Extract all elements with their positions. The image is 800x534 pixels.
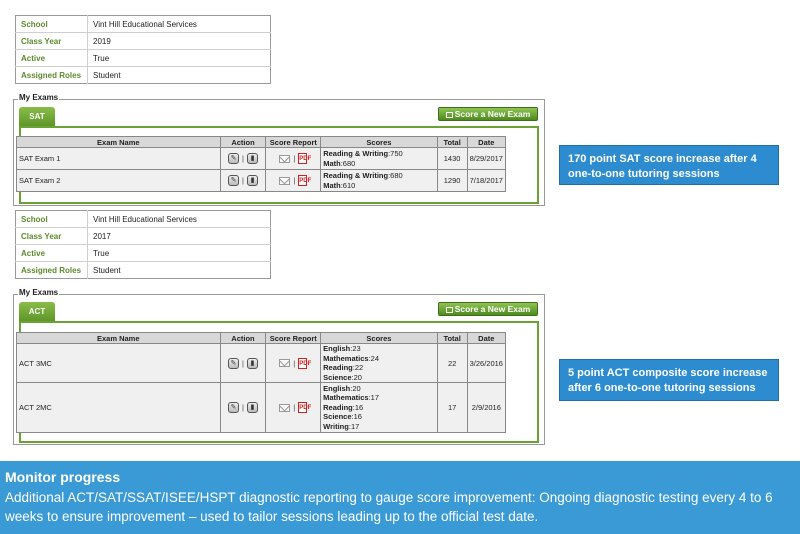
table-row xyxy=(17,148,506,170)
column-header: Scores xyxy=(321,137,437,148)
act-improvement-callout: 5 point ACT composite score increase after 6 one-to-one tutoring sessions xyxy=(559,359,779,401)
banner-title: Monitor progress xyxy=(5,469,121,485)
sat-exams-table xyxy=(16,136,506,192)
score-line: Reading & Writing:750 xyxy=(323,149,403,158)
score-value: 22 xyxy=(354,363,364,372)
mail-icon[interactable] xyxy=(279,155,290,163)
new-window-icon xyxy=(446,307,453,313)
school-label: School xyxy=(16,211,88,228)
column-header: Action xyxy=(220,333,266,344)
banner-text: Additional ACT/SAT/SSAT/ISEE/HSPT diagnostic reporting to gauge score improvement: Ongoing diagnostic testing every 4 to 6 weeks to ensure improvement – used to tailor sessions leading up to the official test date. xyxy=(5,490,773,524)
table-header-row xyxy=(17,137,506,148)
scores-cell xyxy=(321,148,437,170)
separator: | xyxy=(293,176,296,185)
column-header: Date xyxy=(467,137,505,148)
score-value: 17 xyxy=(350,421,360,431)
active-label: Active xyxy=(16,50,88,67)
total-score: 22 xyxy=(437,344,467,383)
tab-sat[interactable]: SAT xyxy=(19,107,55,126)
class-year-value: 2019 xyxy=(88,33,271,50)
edit-button[interactable] xyxy=(228,175,239,186)
tab-act[interactable]: ACT xyxy=(19,302,55,321)
delete-button[interactable] xyxy=(247,153,258,164)
score-subject: Writing xyxy=(323,421,349,431)
column-header: Scores xyxy=(321,333,438,344)
score-value: 16 xyxy=(353,412,362,422)
sat-improvement-callout: 170 point SAT score increase after 4 one-to-one tutoring sessions xyxy=(559,145,779,185)
separator: | xyxy=(293,154,296,163)
mail-icon[interactable] xyxy=(279,177,290,185)
score-subject: English xyxy=(323,383,351,393)
my-exams-title: My Exams xyxy=(19,93,59,102)
pdf-icon[interactable]: PDF xyxy=(298,402,307,413)
edit-button[interactable] xyxy=(228,402,239,413)
score-line: Reading & Writing:680 xyxy=(323,171,403,180)
mail-icon[interactable] xyxy=(279,404,290,412)
score-subject: Math xyxy=(323,158,341,168)
pencil-icon: ✎ xyxy=(230,359,237,367)
column-header: Score Report xyxy=(266,333,321,344)
score-new-exam-label: Score a New Exam xyxy=(454,109,531,119)
score-value: 20 xyxy=(352,383,361,393)
trash-icon: ▮ xyxy=(250,155,255,162)
pencil-icon: ✎ xyxy=(230,177,237,184)
score-line: Science:16 xyxy=(323,412,362,422)
class-year-label: Class Year xyxy=(16,33,88,50)
my-exams-title: My Exams xyxy=(19,288,59,297)
exam-date: 8/29/2017 xyxy=(467,148,505,170)
monitor-progress-banner xyxy=(0,461,800,534)
school-value: Vint Hill Educational Services xyxy=(88,211,271,228)
edit-button[interactable] xyxy=(228,358,239,369)
table-row xyxy=(17,170,506,192)
score-line: Writing:17 xyxy=(323,421,360,431)
assigned-roles-label: Assigned Roles xyxy=(16,262,88,279)
column-header: Total xyxy=(437,137,467,148)
pdf-icon[interactable]: PDF xyxy=(298,153,307,164)
separator: | xyxy=(293,358,296,368)
score-value: 750 xyxy=(390,149,403,158)
score-new-exam-button[interactable] xyxy=(438,107,538,121)
separator: | xyxy=(293,403,296,412)
score-subject: Reading xyxy=(323,402,353,412)
table-row xyxy=(17,383,506,433)
trash-icon: ▮ xyxy=(250,404,255,411)
act-profile-table xyxy=(15,210,271,279)
column-header: Exam Name xyxy=(17,137,221,148)
score-line: English:20 xyxy=(323,383,361,393)
exam-date: 3/26/2016 xyxy=(467,344,505,383)
assigned-roles-value: Student xyxy=(93,265,121,275)
score-line: Mathematics:17 xyxy=(323,393,380,403)
score-line: Math:610 xyxy=(323,180,356,190)
score-value: 23 xyxy=(352,344,361,353)
pdf-icon[interactable]: PDF xyxy=(298,358,307,369)
column-header: Total xyxy=(437,333,467,344)
scores-cell xyxy=(321,383,438,433)
exam-name: ACT 2MC xyxy=(17,383,221,433)
total-score: 1430 xyxy=(437,148,467,170)
delete-button[interactable] xyxy=(247,175,258,186)
school-value: Vint Hill Educational Services xyxy=(88,16,271,33)
score-value: 24 xyxy=(370,353,380,363)
exam-name: ACT 3MC xyxy=(17,344,221,383)
active-value: True xyxy=(88,245,271,262)
score-report-cell xyxy=(266,148,321,170)
score-value: 16 xyxy=(354,402,364,412)
score-new-exam-label: Score a New Exam xyxy=(454,304,531,314)
action-cell xyxy=(220,344,266,383)
score-subject: Reading & Writing xyxy=(323,171,389,180)
exam-name: SAT Exam 1 xyxy=(17,148,221,170)
score-new-exam-button[interactable] xyxy=(438,302,538,316)
assigned-roles-label: Assigned Roles xyxy=(16,67,88,84)
score-report-cell xyxy=(266,170,321,192)
score-subject: Science xyxy=(323,412,352,422)
exam-date: 7/18/2017 xyxy=(467,170,505,192)
delete-button[interactable] xyxy=(247,358,258,369)
assigned-roles-value: Student xyxy=(93,70,121,80)
score-subject: Mathematics xyxy=(323,353,369,363)
column-header: Score Report xyxy=(266,137,321,148)
score-value: 610 xyxy=(342,180,356,190)
edit-button[interactable] xyxy=(228,153,239,164)
delete-button[interactable] xyxy=(247,402,258,413)
score-line: Mathematics:24 xyxy=(323,353,380,363)
score-line: Science:20 xyxy=(323,372,362,382)
exam-name: SAT Exam 2 xyxy=(17,170,221,192)
score-subject: Mathematics xyxy=(323,393,369,403)
act-exams-table xyxy=(16,332,506,433)
score-value: 17 xyxy=(370,393,380,403)
score-subject: Science xyxy=(323,372,352,382)
pdf-icon[interactable]: PDF xyxy=(298,175,307,186)
trash-icon: ▮ xyxy=(250,359,255,367)
total-score: 1290 xyxy=(437,170,467,192)
school-label: School xyxy=(16,16,88,33)
table-row xyxy=(17,344,506,383)
active-value: True xyxy=(88,50,271,67)
new-window-icon xyxy=(446,112,453,118)
column-header: Date xyxy=(467,333,505,344)
column-header: Exam Name xyxy=(17,333,221,344)
pencil-icon: ✎ xyxy=(230,404,237,411)
scores-cell xyxy=(321,170,437,192)
exam-date: 2/9/2016 xyxy=(467,383,505,433)
action-cell xyxy=(220,383,266,433)
mail-icon[interactable] xyxy=(279,359,290,367)
score-value: 20 xyxy=(353,372,362,382)
score-line: Reading:22 xyxy=(323,363,364,372)
scores-cell xyxy=(321,344,438,383)
separator: | xyxy=(242,154,244,163)
separator: | xyxy=(241,358,244,368)
class-year-label: Class Year xyxy=(16,228,88,245)
score-subject: English xyxy=(323,344,351,353)
active-label: Active xyxy=(16,245,88,262)
table-header-row xyxy=(17,333,506,344)
score-subject: Reading xyxy=(323,363,353,372)
score-subject: Reading & Writing xyxy=(323,149,389,158)
trash-icon: ▮ xyxy=(250,177,255,184)
score-line: Math:680 xyxy=(323,158,356,168)
action-cell xyxy=(220,170,266,192)
score-value: 680 xyxy=(342,158,356,168)
score-line: English:23 xyxy=(323,344,361,353)
pencil-icon: ✎ xyxy=(230,155,237,162)
separator: | xyxy=(241,403,244,412)
class-year-value: 2017 xyxy=(88,228,271,245)
score-line: Reading:16 xyxy=(323,402,364,412)
total-score: 17 xyxy=(437,383,467,433)
score-subject: Math xyxy=(323,180,341,190)
score-report-cell xyxy=(266,344,321,383)
score-value: 680 xyxy=(390,171,403,180)
action-cell xyxy=(220,148,266,170)
sat-profile-table xyxy=(15,15,271,84)
separator: | xyxy=(242,176,244,185)
score-report-cell xyxy=(266,383,321,433)
column-header: Action xyxy=(220,137,266,148)
